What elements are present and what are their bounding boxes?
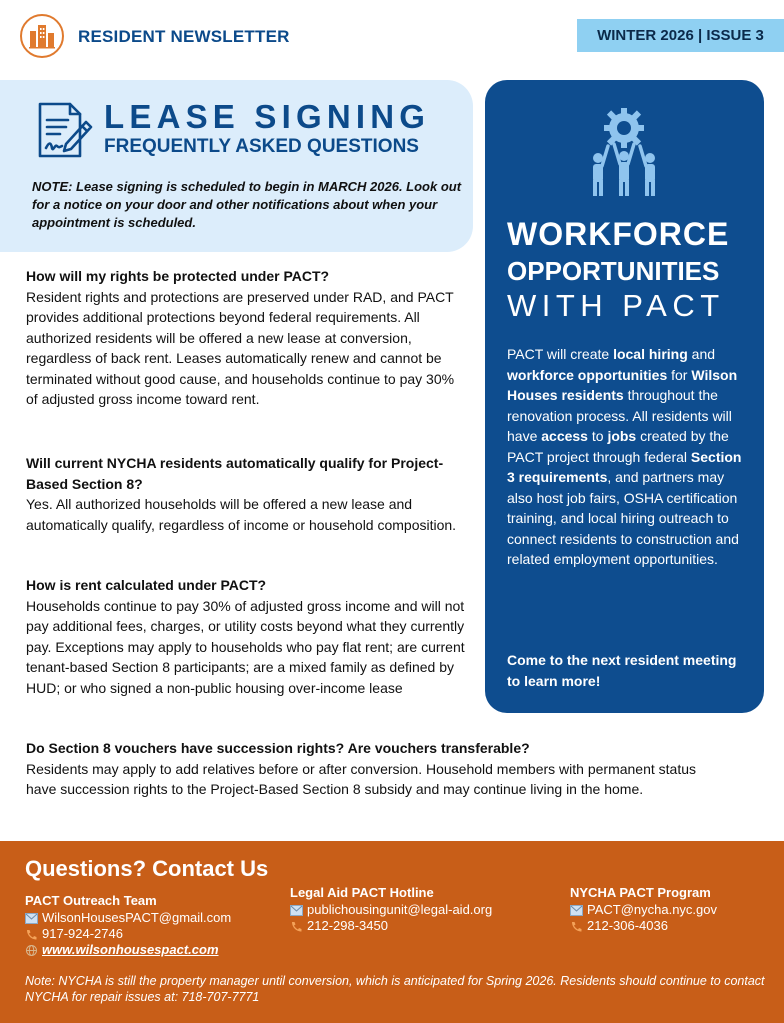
lease-signing-panel xyxy=(0,80,473,252)
workforce-body-text: and xyxy=(687,346,716,362)
faq-item xyxy=(26,575,466,698)
workforce-panel xyxy=(485,80,764,713)
workforce-cta: Come to the next resident meeting to learn more! xyxy=(507,652,737,689)
faq-answer: Resident rights and protections are preserved under RAD, and PACT provides additional protections beyond federal requirements. All authorized residents will be offered a new lease at conversion, regardless of back rent. Leases automatically renew and cannot be terminated without good cause, and households continue to pay 30% of adjusted gross income toward rent. xyxy=(26,288,455,407)
email-icon xyxy=(290,905,303,916)
workforce-body-highlight: jobs xyxy=(607,428,637,444)
phone-icon xyxy=(570,921,583,932)
contact-email[interactable]: WilsonHousesPACT@gmail.com xyxy=(42,910,232,925)
contact-name: PACT Outreach Team xyxy=(25,893,157,908)
contact-email[interactable]: publichousingunit@legal-aid.org xyxy=(307,902,493,917)
buildings-logo-icon xyxy=(20,14,64,58)
faq-question: How will my rights be protected under PACT? xyxy=(26,268,330,284)
issue-badge: WINTER 2026 | ISSUE 3 xyxy=(577,19,784,52)
phone-icon xyxy=(25,929,38,940)
faq-question: Do Section 8 vouchers have succession rights? Are vouchers transferable? xyxy=(26,740,530,756)
contact-website-link[interactable]: www.wilsonhousespact.com xyxy=(42,942,219,957)
workforce-body-highlight: access xyxy=(541,428,588,444)
faq-question: How is rent calculated under PACT? xyxy=(26,577,267,593)
workforce-body-text: to xyxy=(587,428,608,444)
gear-people-icon xyxy=(584,104,664,200)
contact-phone[interactable]: 212-298-3450 xyxy=(307,918,388,933)
contact-legal-aid xyxy=(290,885,492,934)
contact-name: NYCHA PACT Program xyxy=(570,885,711,900)
document-signing-icon xyxy=(30,98,94,162)
contact-email[interactable]: PACT@nycha.nyc.gov xyxy=(587,902,718,917)
faq-question: Will current NYCHA residents automatically qualify for Project-Based Section 8? xyxy=(26,455,444,492)
workforce-body-highlight: Section 3 requirements xyxy=(507,448,742,485)
contact-outreach-team xyxy=(25,893,231,958)
lease-subtitle: FREQUENTLY ASKED QUESTIONS xyxy=(104,136,419,157)
contact-phone[interactable]: 212-306-4036 xyxy=(587,918,668,933)
workforce-title-line1: WORKFORCE xyxy=(507,216,730,252)
contact-footer xyxy=(0,841,784,1023)
globe-icon xyxy=(25,945,38,956)
faq-answer: Yes. All authorized households will be offered a new lease and automatically qualify, regardless of income or household composition. xyxy=(26,496,457,533)
workforce-body-highlight: workforce opportunities xyxy=(507,366,668,383)
footer-title: Questions? Contact Us xyxy=(25,856,269,881)
faq-item xyxy=(26,453,466,535)
lease-title: LEASE SIGNING xyxy=(104,98,431,135)
workforce-body-text: throughout the renovation process. All residents will have xyxy=(507,387,732,444)
faq-item xyxy=(26,738,726,800)
footer-note: Note: NYCHA is still the property manager until conversion, which is anticipated for Spring 2026. Residents should continue to contact NYCHA for repair issues at: 718-707-7771 xyxy=(25,974,765,1004)
faq-item xyxy=(26,266,466,410)
faq-answer: Households continue to pay 30% of adjusted gross income and will not pay additional fees, charges, or utility costs beyond what they currently pay. Exceptions may apply to households who pay flat rent; are current tenant-based Section 8 participants; are a mixed family as defined by HUD; or who signed a non-public housing over-income lease xyxy=(26,597,465,696)
workforce-body-highlight: local hiring xyxy=(613,346,688,362)
newsletter-header xyxy=(0,0,784,76)
workforce-body-text: , and partners may also host job fairs, OSHA certification training, and local hiring outreach to connect residents to construction and related employment opportunities. xyxy=(507,469,739,567)
workforce-body-text: for xyxy=(667,366,692,383)
workforce-title-line2: OPPORTUNITIES xyxy=(507,256,720,286)
faq-answer: Residents may apply to add relatives before or after conversion. Household members with permanent status have succession rights to the Project-Based Section 8 subsidy and may continue living in the home. xyxy=(26,760,697,797)
workforce-body-text: created by the PACT project through federal xyxy=(507,428,729,465)
workforce-body-text: PACT will create xyxy=(507,346,614,362)
contact-phone[interactable]: 917-924-2746 xyxy=(42,926,123,941)
workforce-body xyxy=(507,344,747,570)
workforce-body-highlight: Wilson Houses residents xyxy=(507,366,738,403)
phone-icon xyxy=(290,921,303,932)
contact-name: Legal Aid PACT Hotline xyxy=(290,885,434,900)
contact-nycha-program xyxy=(570,885,717,934)
newsletter-brand: RESIDENT NEWSLETTER xyxy=(78,27,290,46)
email-icon xyxy=(570,905,583,916)
lease-note: NOTE: Lease signing is scheduled to begin in MARCH 2026. Look out for a notice on your door and other notifications about when your appointment is scheduled. xyxy=(32,179,462,230)
workforce-title-line3: WITH PACT xyxy=(507,288,725,323)
email-icon xyxy=(25,913,38,924)
